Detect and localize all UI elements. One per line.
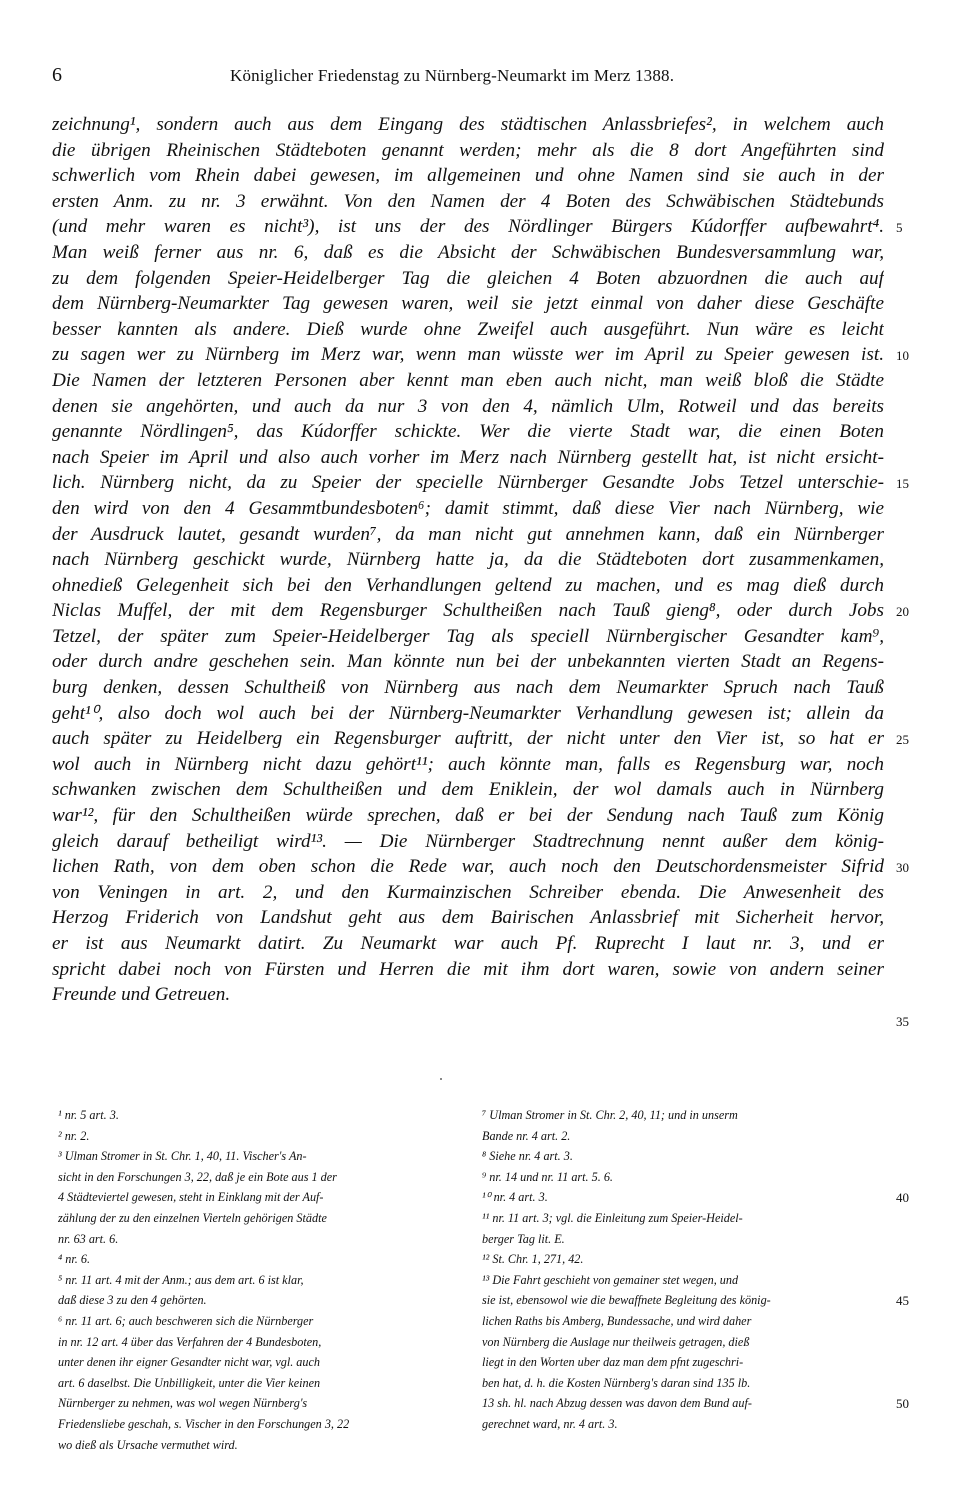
main-text — [52, 112, 884, 1008]
footnote-line: ¹³ Die Fahrt geschieht von gemainer stet wegen, und — [482, 1272, 739, 1287]
footnote-line: 13 sh. hl. nach Abzug dessen was davon dem Bund auf- — [482, 1396, 752, 1411]
footnote-line: ⁴ nr. 6. — [58, 1252, 91, 1267]
footnote-line: lichen Raths bis Amberg, Bundessache, und wird daher — [482, 1313, 752, 1328]
footnote-line: ¹⁰ nr. 4 art. 3. — [482, 1190, 548, 1205]
footnote-line-number: 45 — [896, 1293, 909, 1309]
footnote-line: ¹ nr. 5 art. 3. — [58, 1108, 119, 1122]
footnote-line: ² nr. 2. — [58, 1128, 90, 1143]
text-line: der Ausdruck lautet, gesandt wurden⁷, da man nicht gut annehmen kann, daß ein Nürnberger — [52, 523, 884, 545]
footnote-line: ⁷ Ulman Stromer in St. Chr. 2, 40, 11; und in unserm — [482, 1108, 738, 1122]
text-line: zu sagen wer zu Nürnberg im Merz war, wenn man wüsste wer im April zu Speier gewesen ist. — [52, 344, 884, 366]
footnote-line: ⁸ Siehe nr. 4 art. 3. — [482, 1149, 573, 1164]
footnotes-right-column — [482, 1105, 892, 1435]
footnote-line: art. 6 daselbst. Die Unbilligkeit, unter die Vier keinen — [58, 1375, 321, 1390]
footnote-line: wo dieß als Ursache vermuthet wird. — [58, 1437, 238, 1452]
footnote-line: 4 Städteviertel gewesen, steht in Einklang mit der Auf- — [58, 1190, 324, 1205]
text-line: lich. Nürnberg nicht, da zu Speier der specielle Nürnberger Gesandte Jobs Tetzel unterschie- — [52, 472, 884, 494]
text-line: gleich darauf betheiligt wird¹³. — Die Nürnberger Stadtrechnung nennt außer dem könig- — [52, 830, 884, 852]
footnote-line: gerechnet ward, nr. 4 art. 3. — [482, 1416, 618, 1431]
text-line: Tetzel, der später zum Speier-Heidelberger Tag als speciell Nürnbergischer Gesandter kam⁹, — [52, 625, 884, 647]
footnote-line: Bande nr. 4 art. 2. — [482, 1128, 571, 1143]
footnote-line: in nr. 12 art. 4 über das Verfahren der 4 Bundesboten, — [58, 1334, 322, 1349]
footnote-line: ³ Ulman Stromer in St. Chr. 1, 40, 11. Vischer's An- — [58, 1149, 307, 1164]
footnote-line: ben hat, d. h. die Kosten Nürnberg's daran sind 135 lb. — [482, 1375, 751, 1390]
text-line: auch später zu Heidelberg ein Regensburger auftritt, der nicht unter den Vier ist, so hat er — [52, 728, 884, 750]
text-line: nach Speier im April und also auch vorher im Merz nach Nürnberg gestellt hat, ist nicht ersicht- — [52, 446, 884, 468]
footnote-line: berger Tag lit. E. — [482, 1231, 565, 1246]
line-number: 15 — [896, 476, 909, 492]
text-line: Herzog Friderich von Landshut geht aus dem Bairischen Anlassbrief mit Sicherheit hervor, — [52, 907, 884, 929]
footnote-line: sicht in den Forschungen 3, 22, daß je ein Bote aus 1 der — [58, 1169, 337, 1184]
text-line: die übrigen Rheinischen Städteboten genannt werden; mehr als die 8 dort Angeführten sind — [52, 139, 884, 161]
text-line: besser kannten als andere. Dieß wurde ohne Zweifel auch ausgeführt. Nun wäre es leicht — [52, 318, 884, 340]
footnote-line-number: 50 — [896, 1396, 909, 1412]
text-line: ohnedieß Gelegenheit sich bei den Verhandlungen geltend zu machen, und es mag dieß durch — [52, 574, 884, 596]
text-line: schwerlich vom Rhein dabei gewesen, im allgemeinen und ohne Namen sind sie auch in der — [52, 165, 884, 187]
text-line: nach Nürnberg geschickt wurde, Nürnberg hatte ja, da die Städteboten dort zusammenkamen, — [52, 549, 884, 571]
text-line: genannte Nördlingen⁵, das Kúdorffer schickte. Wer die vierte Stadt war, die einen Boten — [52, 421, 884, 443]
text-line: von Veningen in art. 2, und den Kurmainzischen Schreiber ebenda. Die Anwesenheit des — [52, 881, 884, 903]
text-line: ersten Anm. zu nr. 3 erwähnt. Von den Namen der 4 Boten des Schwäbischen Städtebunds — [52, 190, 884, 212]
footnote-line: sie ist, ebensowol wie die bewaffnete Begleitung des könig- — [482, 1293, 771, 1308]
page-header — [52, 64, 882, 90]
text-line: zu dem folgenden Speier-Heidelberger Tag die gleichen 4 Boten abzuordnen die auch auf — [52, 267, 884, 289]
text-line: zeichnung¹, sondern auch aus dem Eingang des städtischen Anlassbriefes², in welchem auch — [52, 114, 884, 135]
footnote-line: Nürnberger zu nehmen, was wol wegen Nürnberg's — [58, 1396, 308, 1411]
text-line: burg denken, dessen Schultheiß von Nürnberg aus nach dem Neumarkter Spruch nach Tauß — [52, 677, 884, 699]
text-line: den wird von den 4 Gesammtbundesboten⁶; damit stimmt, daß diese Vier nach Nürnberg, wie — [52, 497, 884, 519]
text-line: schwanken zwischen dem Schultheißen und dem Eniklein, der wol damals auch in Nürnberg — [52, 779, 884, 801]
footnote-line: ¹¹ nr. 11 art. 3; vgl. die Einleitung zum Speier-Heidel- — [482, 1210, 743, 1225]
line-number: 10 — [896, 348, 909, 364]
footnote-line: unter denen ihr eigner Gesandter nicht war, vgl. auch — [58, 1355, 320, 1370]
text-line: (und mehr waren es nicht³), ist uns der des Nördlinger Bürgers Kúdorffer aufbewahrt⁴. — [52, 216, 884, 238]
footnote-line: Friedensliebe geschah, s. Vischer in den Forschungen 3, 22 — [58, 1416, 350, 1431]
page-number: 6 — [52, 64, 62, 86]
text-line: war¹², für den Schultheißen würde sprechen, daß er bei der Sendung nach Tauß zum König — [52, 805, 884, 827]
footnote-separator — [440, 1078, 442, 1080]
running-head: Königlicher Friedenstag zu Nürnberg-Neumarkt im Merz 1388. — [230, 66, 675, 85]
text-line: denen sie angehörten, und auch da nur 3 von den 4, nämlich Ulm, Rotweil und das bereits — [52, 395, 884, 417]
line-number: 35 — [896, 1014, 909, 1029]
text-line: Die Namen der letzteren Personen aber kennt man eben auch nicht, man weiß bloß die Städte — [52, 369, 884, 391]
text-line: spricht dabei noch von Fürsten und Herren die mit ihm dort waren, sowie von andern seiner — [52, 958, 884, 980]
footnote-line: ⁵ nr. 11 art. 4 mit der Anm.; aus dem art. 6 ist klar, — [58, 1272, 304, 1287]
text-line: wol auch in Nürnberg nicht dazu gehört¹¹; auch könnte man, falls es Regensburg war, noch — [52, 753, 884, 775]
text-line: Man weiß ferner aus nr. 6, daß es die Absicht der Schwäbischen Bundesversammlung war, — [52, 241, 884, 263]
footnote-line: ¹² St. Chr. 1, 271, 42. — [482, 1252, 584, 1267]
footnote-line: ⁹ nr. 14 und nr. 11 art. 5. 6. — [482, 1169, 613, 1184]
line-number: 20 — [896, 604, 909, 620]
line-number: 25 — [896, 732, 909, 748]
footnote-line-number: 40 — [896, 1190, 909, 1206]
line-number: 30 — [896, 860, 909, 876]
line-number: 5 — [896, 220, 903, 236]
footnote-line: liegt in den Worten uber daz man dem pfnt zugeschri- — [482, 1355, 744, 1370]
footnote-line: zählung der zu den einzelnen Vierteln gehörigen Städte — [58, 1210, 327, 1225]
text-line: geht¹⁰, also doch wol auch bei der Nürnberg-Neumarkter Verhandlung gewesen ist; allein da — [52, 702, 884, 724]
text-line: Freunde und Getreuen. — [52, 984, 231, 1006]
text-line: dem Nürnberg-Neumarkter Tag gewesen waren, weil sie jetzt einmal von daher diese Geschäfte — [52, 293, 884, 315]
text-line: er ist aus Neumarkt datirt. Zu Neumarkt war auch Pf. Ruprecht I laut nr. 3, und er — [52, 933, 884, 954]
footnotes-left-column — [58, 1105, 462, 1455]
text-line: Niclas Muffel, der mit dem Regensburger Schultheißen nach Tauß gieng⁸, oder durch Jobs — [52, 600, 884, 622]
footnote-line: daß diese 3 zu den 4 gehörten. — [58, 1293, 207, 1308]
footnote-line: ⁶ nr. 11 art. 6; auch beschweren sich die Nürnberger — [58, 1313, 314, 1328]
footnote-line: von Nürnberg die Auslage nur theilweis getragen, dieß — [482, 1334, 750, 1349]
text-line: lichen Rath, von dem oben schon die Rede war, auch noch den Deutschordensmeister Sifrid — [52, 856, 884, 878]
footnote-line: nr. 63 art. 6. — [58, 1231, 119, 1246]
text-line: oder durch andre geschehen sein. Man könnte nun bei der unbekannten vierten Stadt an Regens- — [52, 651, 884, 673]
